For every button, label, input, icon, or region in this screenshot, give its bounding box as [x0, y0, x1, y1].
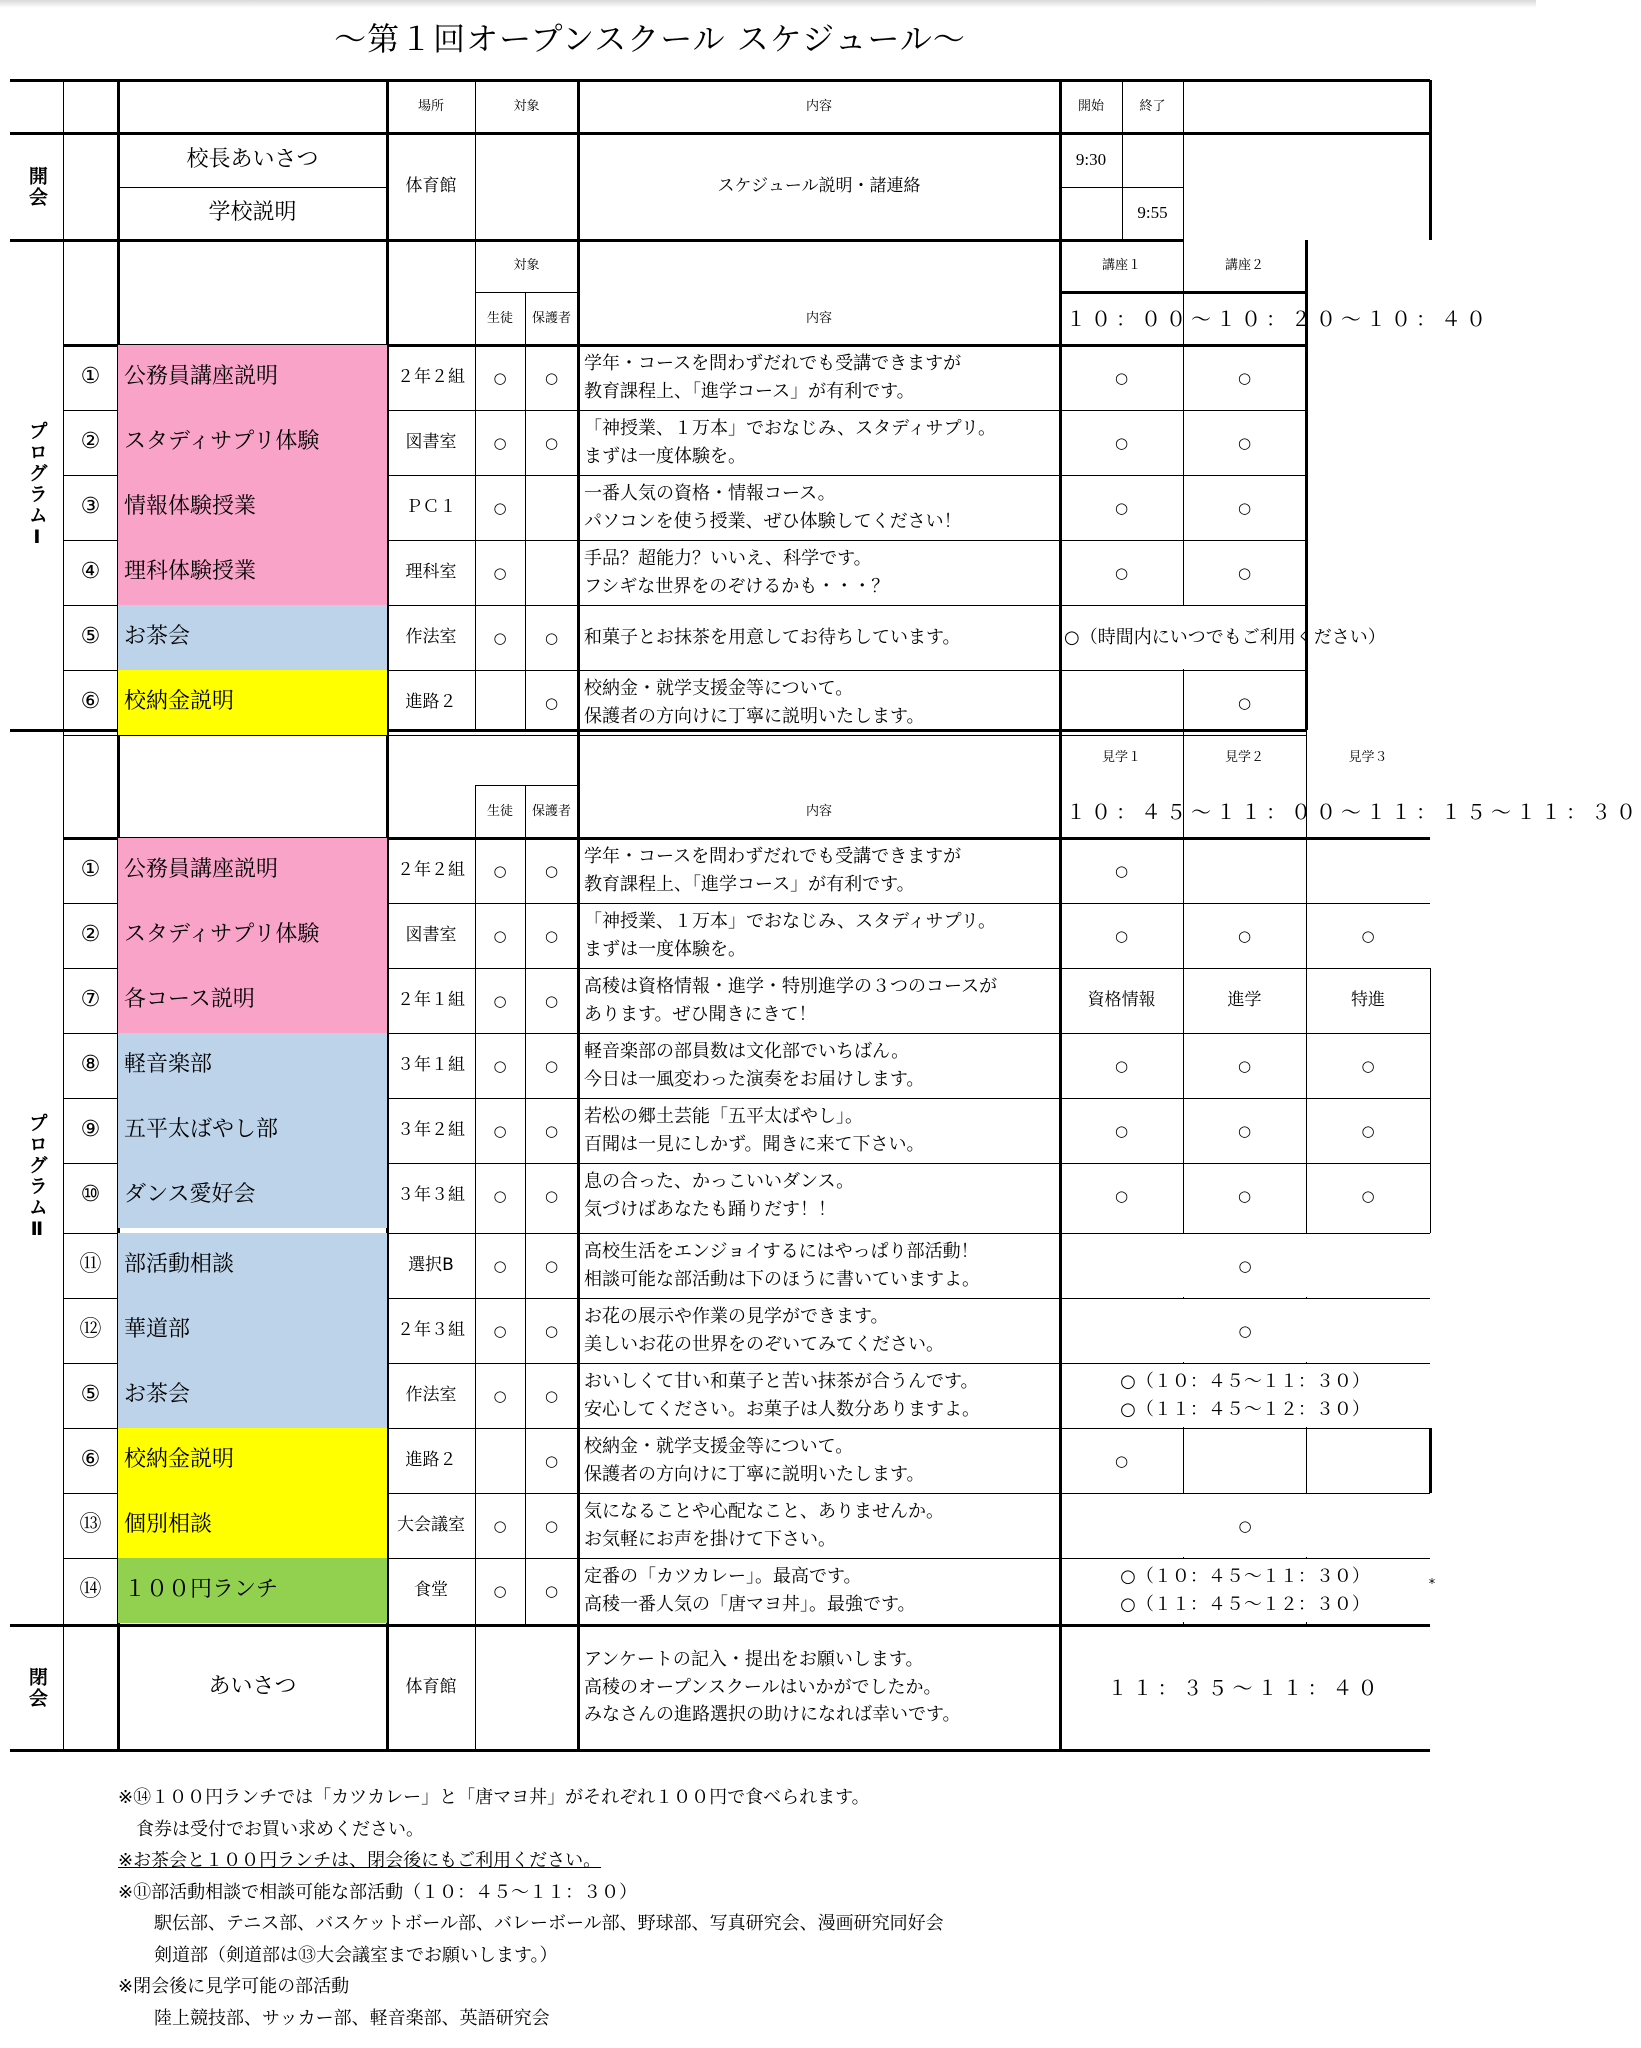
closing-desc: アンケートの記入・提出をお願いします。 高稜のオープンスクールはいかがでしたか。 みなさんの進路選択の助けになれば幸いです。 — [584, 1648, 961, 1726]
p2-row-slot1: ○ — [1114, 1451, 1129, 1470]
p1-row-desc: 手品？超能力？いいえ、科学です。 フシギな世界をのぞけるかも・・・？ — [584, 547, 890, 597]
opening-place: 体育館 — [405, 176, 457, 197]
asterisk-mark: * — [1428, 1577, 1436, 1593]
p2-row-place: 進路２ — [405, 1450, 457, 1471]
p1-row-student: ○ — [493, 368, 507, 387]
p1-row-desc: 学年・コースを問わずだれでも受講できますが 教育課程上、「進学コース」が有利です。 — [584, 352, 962, 402]
p2-row-student: ○ — [493, 1321, 507, 1340]
p2-row-num: ⑪ — [79, 1252, 102, 1278]
p2-row-desc: 若松の郷土芸能「五平太ばやし」。 百聞は一見にしかず。聞きに来て下さい。 — [584, 1105, 925, 1155]
p2-row-place: ２年２組 — [397, 860, 465, 881]
p1-row-place: 進路２ — [405, 692, 457, 713]
p2-row-num: ⑫ — [79, 1317, 102, 1343]
p1-row-slot1: ○ — [1114, 433, 1129, 452]
p2-row-num: ⑦ — [80, 987, 101, 1013]
p2-row-name: 五平太ばやし部 — [118, 1098, 387, 1163]
p1-row-num: ④ — [80, 559, 101, 585]
p2-row-desc: 気になることや心配なこと、ありませんか。 お気軽にお声を掛けて下さい。 — [584, 1500, 944, 1550]
p1-time: １０：００〜１０：２０〜１０：４０ — [1066, 306, 1491, 331]
p2-row-slot1: ○ — [1114, 926, 1129, 945]
p2-row-span: ○ — [1238, 1256, 1252, 1275]
opening-start: 9:30 — [1075, 149, 1107, 169]
p2-row-place: ３年１組 — [397, 1055, 465, 1076]
p2-row-desc: 息の合った、かっこいいダンス。 気づけばあなたも踊りだす！！ — [584, 1170, 855, 1220]
header-end: 終了 — [1139, 98, 1166, 114]
p2-row-num: ⑬ — [79, 1512, 102, 1538]
p1-row-slot2: ○ — [1237, 433, 1252, 452]
p2-row-place: 選択B — [408, 1255, 454, 1276]
program2-label: プログラムⅡ — [25, 1113, 48, 1242]
p2-row-guardian: ○ — [544, 1121, 559, 1140]
closing-label: 閉会 — [25, 1666, 48, 1709]
opening-content: スケジュール説明・諸連絡 — [717, 176, 921, 197]
p1-row-span: ○（時間内にいつでもご利用ください） — [1064, 626, 1386, 648]
p2-row-student: ○ — [493, 861, 507, 880]
p1-row-place: ＰＣ１ — [405, 497, 457, 518]
p1-row-slot2: ○ — [1237, 498, 1252, 517]
notes — [118, 1782, 944, 2034]
p2-row-slot1: ○ — [1114, 861, 1129, 880]
closing-name: あいさつ — [208, 1674, 297, 1700]
p1-slot1: 講座１ — [1101, 258, 1141, 274]
p2-row-desc: 高稜は資格情報・進学・特別進学の３つのコースが あります。ぜひ聞きにきて！ — [584, 975, 998, 1025]
header-start: 開始 — [1077, 98, 1104, 114]
note-line: ※お茶会と１００円ランチは、閉会後にもご利用ください。 — [118, 1850, 602, 1871]
p1-row-guardian — [525, 540, 578, 605]
p2-row-slot2: ○ — [1237, 1056, 1252, 1075]
p1-row-num: ⑥ — [80, 689, 101, 715]
p1-row-slot1: ○ — [1114, 498, 1129, 517]
p2-row-guardian: ○ — [544, 1386, 559, 1405]
p2-row-desc: お花の展示や作業の見学ができます。 美しいお花の世界をのぞいてみてください。 — [584, 1305, 944, 1355]
program1-label: プログラムⅠ — [25, 420, 48, 550]
p2-row-name: ダンス愛好会 — [118, 1163, 387, 1228]
closing-place: 体育館 — [405, 1677, 457, 1698]
p2-row-num: ① — [80, 857, 101, 883]
p1-row-slot2: ○ — [1237, 563, 1252, 582]
p2-row-student: ○ — [493, 991, 507, 1010]
p1-row-name: 理科体験授業 — [118, 540, 387, 605]
p2-row-guardian: ○ — [544, 1516, 559, 1535]
p2-row-place: 作法室 — [405, 1385, 457, 1406]
opening-row1: 校長あいさつ — [186, 146, 319, 172]
p2-row-name: 公務員講座説明 — [118, 838, 387, 903]
note-line: 剣道部（剣道部は⑬大会議室までお願いします。） — [118, 1944, 558, 1966]
p2-row-desc: 学年・コースを問わずだれでも受講できますが 教育課程上、「進学コース」が有利です。 — [584, 845, 962, 895]
p2-row-slot2: ○ — [1237, 1186, 1252, 1205]
p2-row-place: ３年２組 — [397, 1120, 465, 1141]
note-line: 陸上競技部、サッカー部、軽音楽部、英語研究会 — [118, 2007, 550, 2029]
p2-row-slot2 — [1183, 1428, 1306, 1493]
p1-row-desc: 校納金・就学支援金等について。 保護者の方向けに丁寧に説明いたします。 — [584, 677, 925, 727]
p2-content: 内容 — [805, 803, 832, 819]
p1-target: 対象 — [513, 258, 540, 274]
note-line: ※⑭１００円ランチでは「カツカレー」と「唐マヨ丼」がそれぞれ１００円で食べられます。 — [118, 1787, 870, 1808]
p2-slot3: 見学３ — [1348, 749, 1388, 765]
opening-end: 9:55 — [1137, 203, 1168, 223]
note-line: 食券は受付でお買い求めください。 — [118, 1818, 424, 1840]
p2-row-num: ⑭ — [79, 1577, 102, 1603]
opening-row2: 学校説明 — [208, 200, 297, 226]
p2-row-guardian: ○ — [544, 1321, 559, 1340]
p2-row-place: ２年１組 — [397, 990, 465, 1011]
p1-row-guardian — [525, 475, 578, 540]
p2-row-student: ○ — [493, 1386, 507, 1405]
p2-row-name: 軽音楽部 — [118, 1033, 387, 1098]
p2-row-slot2: 進学 — [1227, 990, 1262, 1011]
p2-row-name: １００円ランチ — [118, 1558, 387, 1623]
p2-row-student: ○ — [493, 1581, 507, 1600]
p1-row-student: ○ — [493, 498, 507, 517]
page-title: 〜第１回オープンスクール スケジュール〜 — [334, 20, 966, 58]
p2-row-guardian: ○ — [544, 1451, 559, 1470]
p2-row-desc: 高校生活をエンジョイするにはやっぱり部活動！ 相談可能な部活動は下のほうに書いていますよ。 — [584, 1240, 980, 1290]
p2-row-student: ○ — [493, 1516, 507, 1535]
note-line: ※⑪部活動相談で相談可能な部活動（１０：４５〜１１：３０） — [118, 1881, 638, 1903]
p2-row-slot3: ○ — [1361, 1186, 1375, 1205]
p1-row-name: 校納金説明 — [118, 670, 387, 735]
p2-row-name: 華道部 — [118, 1298, 387, 1363]
opening-label: 開会 — [25, 165, 48, 208]
p1-row-name: お茶会 — [118, 605, 387, 670]
p1-row-guardian: ○ — [544, 433, 559, 452]
p1-content: 内容 — [805, 310, 832, 326]
p2-row-student: ○ — [493, 926, 507, 945]
closing-time: １１：３５〜１１：４０ — [1107, 1675, 1383, 1700]
p2-time: １０：４５〜１１：００〜１１：１５〜１１：３０ — [1066, 799, 1641, 824]
p1-slot2: 講座２ — [1224, 258, 1264, 274]
p2-row-name: スタディサプリ体験 — [118, 903, 387, 968]
p2-row-place: ３年３組 — [397, 1185, 465, 1206]
p2-row-num: ⑧ — [80, 1052, 101, 1078]
p2-guardian: 保護者 — [531, 803, 571, 819]
p2-row-name: 校納金説明 — [118, 1428, 387, 1493]
header-content: 内容 — [805, 98, 832, 114]
p1-row-num: ③ — [80, 494, 101, 520]
p1-row-slot1 — [1060, 670, 1183, 735]
p1-row-guardian: ○ — [544, 693, 559, 712]
p2-row-guardian: ○ — [544, 1256, 559, 1275]
p1-row-slot1: ○ — [1114, 563, 1129, 582]
p2-row-student: ○ — [493, 1186, 507, 1205]
p2-row-name: お茶会 — [118, 1363, 387, 1428]
p2-row-desc: 定番の「カツカレー」。最高です。 高稜一番人気の「唐マヨ丼」。最強です。 — [584, 1565, 916, 1615]
p2-row-slot1: ○ — [1114, 1056, 1129, 1075]
p2-row-guardian: ○ — [544, 991, 559, 1010]
p1-row-name: スタディサプリ体験 — [118, 410, 387, 475]
p1-row-guardian: ○ — [544, 628, 559, 647]
p2-row-slot3 — [1306, 1428, 1430, 1493]
p1-row-student — [475, 670, 525, 735]
p1-row-num: ② — [80, 429, 101, 455]
p1-row-slot2: ○ — [1237, 693, 1252, 712]
p2-row-place: 食堂 — [414, 1580, 448, 1601]
p1-row-place: 作法室 — [405, 627, 457, 648]
p1-student: 生徒 — [486, 310, 513, 326]
p2-row-place: 図書室 — [405, 925, 457, 946]
p1-row-place: 理科室 — [405, 562, 457, 583]
p1-guardian: 保護者 — [531, 310, 571, 326]
p2-row-slot1: 資格情報 — [1087, 990, 1156, 1011]
p2-row-span: ○（１０：４５〜１１：３０） ○（１１：４５〜１２：３０） — [1120, 1370, 1370, 1420]
p2-row-slot3: 特進 — [1351, 990, 1385, 1011]
p2-row-desc: 軽音楽部の部員数は文化部でいちばん。 今日は一風変わった演奏をお届けします。 — [584, 1040, 925, 1090]
p1-row-desc: 和菓子とお抹茶を用意してお待ちしています。 — [584, 626, 961, 648]
p2-row-student: ○ — [493, 1256, 507, 1275]
p2-row-slot3: ○ — [1361, 1056, 1375, 1075]
p2-row-guardian: ○ — [544, 926, 559, 945]
p2-row-name: 個別相談 — [118, 1493, 387, 1558]
p1-row-name: 公務員講座説明 — [118, 345, 387, 410]
p2-row-slot3 — [1306, 838, 1430, 903]
p2-row-num: ⑨ — [80, 1117, 101, 1143]
p1-row-slot1: ○ — [1114, 368, 1129, 387]
p2-row-slot3: ○ — [1361, 1121, 1375, 1140]
p2-row-slot1: ○ — [1114, 1121, 1129, 1140]
p2-row-guardian: ○ — [544, 861, 559, 880]
p2-row-num: ⑤ — [80, 1382, 101, 1408]
p2-row-num: ② — [80, 922, 101, 948]
p2-row-student: ○ — [493, 1121, 507, 1140]
p2-row-desc: おいしくて甘い和菓子と苦い抹茶が合うんです。 安心してください。お菓子は人数分ありますよ。 — [584, 1370, 980, 1420]
p2-row-slot1: ○ — [1114, 1186, 1129, 1205]
p1-row-num: ⑤ — [80, 624, 101, 650]
p2-row-place: ２年３組 — [397, 1320, 465, 1341]
p2-slot1: 見学１ — [1101, 749, 1141, 765]
p2-slot2: 見学２ — [1224, 749, 1264, 765]
p1-row-desc: 「神授業、１万本」でおなじみ、スタディサプリ。 まずは一度体験を。 — [584, 417, 997, 467]
p2-student: 生徒 — [486, 803, 513, 819]
note-line: 駅伝部、テニス部、バスケットボール部、バレーボール部、野球部、写真研究会、漫画研究同好会 — [118, 1913, 944, 1934]
p1-row-place: 図書室 — [405, 432, 457, 453]
grid-line — [1429, 80, 1432, 240]
p2-row-name: 部活動相談 — [118, 1233, 387, 1298]
p2-row-num: ⑥ — [80, 1447, 101, 1473]
p2-row-guardian: ○ — [544, 1056, 559, 1075]
p1-row-student: ○ — [493, 628, 507, 647]
p1-row-student: ○ — [493, 563, 507, 582]
p1-row-desc: 一番人気の資格・情報コース。 パソコンを使う授業、ぜひ体験してください！ — [584, 482, 962, 532]
p1-row-slot2: ○ — [1237, 368, 1252, 387]
p2-row-guardian: ○ — [544, 1581, 559, 1600]
p1-row-num: ① — [80, 364, 101, 390]
p2-row-num: ⑩ — [80, 1182, 101, 1208]
p2-row-slot3: ○ — [1361, 926, 1375, 945]
p2-row-student — [475, 1428, 525, 1493]
note-line: ※閉会後に見学可能の部活動 — [118, 1976, 350, 1997]
p1-row-place: ２年２組 — [397, 367, 465, 388]
header-place: 場所 — [417, 98, 444, 114]
p2-row-desc: 校納金・就学支援金等について。 保護者の方向けに丁寧に説明いたします。 — [584, 1435, 925, 1485]
p2-row-slot2: ○ — [1237, 926, 1252, 945]
p2-row-span: ○（１０：４５〜１１：３０） ○（１１：４５〜１２：３０） — [1120, 1565, 1370, 1615]
p2-row-span: ○ — [1238, 1321, 1252, 1340]
p2-row-student: ○ — [493, 1056, 507, 1075]
p2-row-guardian: ○ — [544, 1186, 559, 1205]
header-target: 対象 — [513, 98, 540, 114]
p2-row-name: 各コース説明 — [118, 968, 387, 1033]
p2-row-place: 大会議室 — [397, 1515, 465, 1536]
p1-row-student: ○ — [493, 433, 507, 452]
p2-row-slot2 — [1183, 838, 1306, 903]
p2-row-slot2: ○ — [1237, 1121, 1252, 1140]
p2-row-span: ○ — [1238, 1516, 1252, 1535]
p1-row-name: 情報体験授業 — [118, 475, 387, 540]
p1-row-guardian: ○ — [544, 368, 559, 387]
p2-row-desc: 「神授業、１万本」でおなじみ、スタディサプリ。 まずは一度体験を。 — [584, 910, 997, 960]
